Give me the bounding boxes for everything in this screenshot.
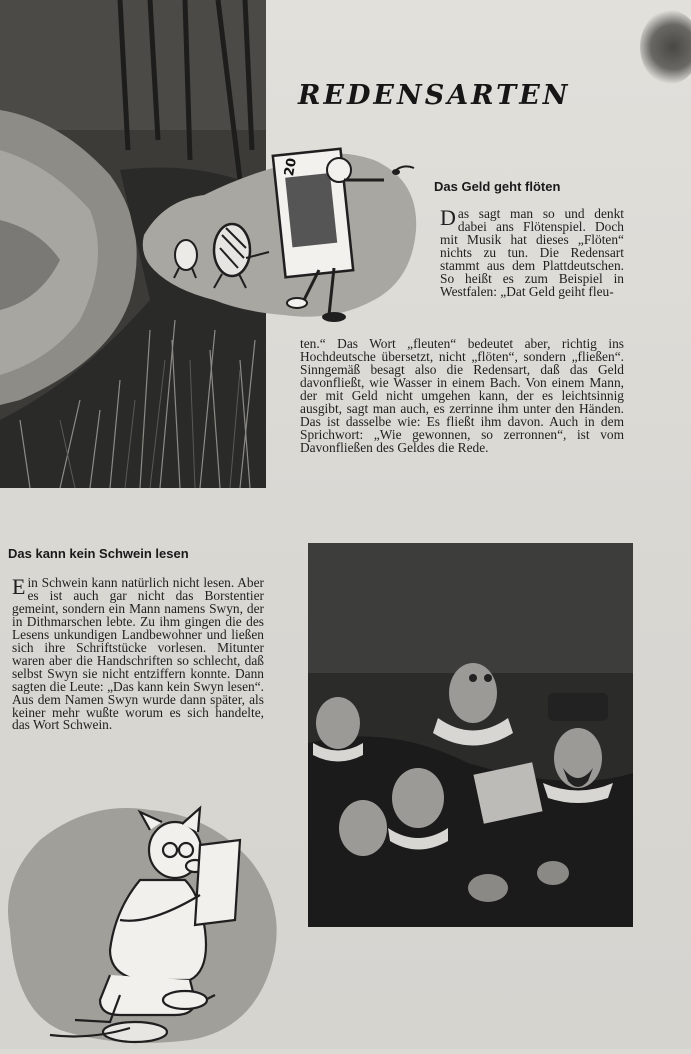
- pig-reading-illustration: [0, 800, 290, 1049]
- article1-text-part1-body: as sagt man so und denkt dabei ans Flötenspiel. Doch mit Musik hat dieses „Flöten“ nichts zu tun. Die Redensart stammt aus dem Plattdeutschen. So heißt es zum Beispiel in Westfalen: „Dat Geld geiht fleu-: [440, 206, 624, 299]
- article2-text: [12, 574, 264, 733]
- article1-dropcap: D: [440, 205, 456, 230]
- article2-heading: Das kann kein Schwein lesen: [8, 546, 189, 561]
- money-illustration: [134, 140, 434, 325]
- article2-dropcap: E: [12, 574, 26, 599]
- article1-text-part2: ten.“ Das Wort „fleuten“ bedeutet aber, richtig ins Hochdeutsche übersetzt, nicht „flöten“, sondern „fließen“. Sinngemäß besagt also die Redensart, daß das Geld davonfließt, wie Wasser in einem Bach. Von einem Mann, der mit Geld nicht umgehen kann, der es leichtsinnig ausgibt, sagt man auch, es zerrinne ihm unter den Händen. Das ist dasselbe wie: Es fließt ihm davon. Auch in dem Sprichwort: „Wie gewonnen, so zerronnen“, ist vom Davonfließen des Geldes die Rede.: [300, 336, 624, 455]
- article1-text-part1: [440, 205, 624, 299]
- article2-text-body: in Schwein kann natürlich nicht lesen. Aber es ist auch gar nicht das Borstentier gemeint, sondern ein Mann namens Swyn, der in Dithmarschen lebte. Zu ihm gingen die des Lesens unkundigen Landbewohner und ließen sich ihre Schriftstücke vorlesen. Mitunter waren aber die Handschriften so schlecht, daß selbst Swyn sie nicht entziffern konnte. Dann sagten die Leute: „Das kann kein Swyn lesen“. Aus dem Namen Swyn wurde dann später, als keiner mehr wußte worum es sich handelte, das Wort Schwein.: [12, 575, 264, 733]
- print-smudge: [640, 10, 691, 84]
- article1-heading: Das Geld geht flöten: [434, 179, 561, 194]
- group-portrait-photo: [308, 543, 633, 927]
- headline: REDENSARTEN: [298, 80, 571, 111]
- banknote-value: 20: [282, 156, 300, 178]
